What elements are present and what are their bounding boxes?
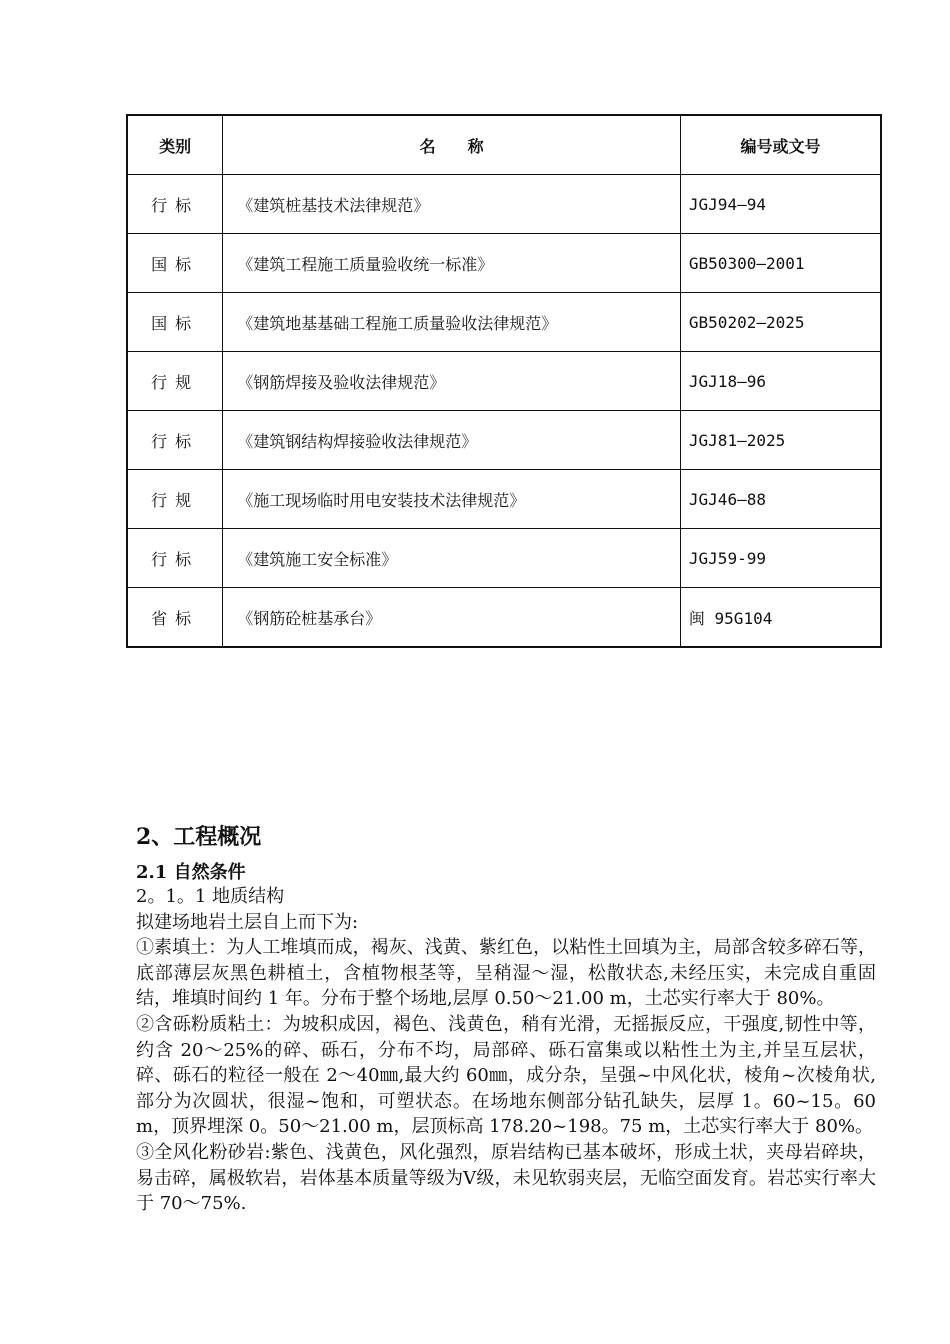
row-code: JGJ94—94 [680,175,881,234]
row-code: 闽 95G104 [680,588,881,648]
paragraph-intro: 拟建场地岩土层自上而下为: [136,911,359,933]
row-code: JGJ18—96 [680,352,881,411]
section-body [136,884,876,1217]
table-row [127,588,881,648]
row-category: 行标 [127,411,223,470]
row-category: 国标 [127,293,223,352]
row-name: 《建筑钢结构焊接验收法律规范》 [223,411,681,470]
row-category: 国标 [127,234,223,293]
table-row [127,175,881,234]
row-name: 《建筑工程施工质量验收统一标准》 [223,234,681,293]
table-row [127,293,881,352]
table-row [127,470,881,529]
table-row [127,234,881,293]
row-name: 《钢筋砼桩基承台》 [223,588,681,648]
row-category: 行规 [127,470,223,529]
row-category: 行标 [127,529,223,588]
row-name: 《建筑桩基技术法律规范》 [223,175,681,234]
row-name: 《建筑地基基础工程施工质量验收法律规范》 [223,293,681,352]
row-category: 省标 [127,588,223,648]
standards-table [126,114,882,648]
row-code: JGJ46—88 [680,470,881,529]
header-category: 类别 [127,115,223,175]
row-name: 《施工现场临时用电安装技术法律规范》 [223,470,681,529]
paragraph-layer-1: ①素填土：为人工堆填而成，褐灰、浅黄、紫红色，以粘性土回填为主，局部含较多碎石等，底部薄层灰黑色耕植土，含植物根茎等，呈稍湿～湿，松散状态,未经压实，未完成自重固结，堆填时间约 1 年。分布于整个场地,层厚 0.50～21.00 m，土芯实行率大于 80%。 [136,937,876,1010]
header-name: 名 称 [223,115,681,175]
row-code: JGJ81—2025 [680,411,881,470]
paragraph-geology-title: 2。1。1 地质结构 [136,886,285,907]
table-header-row [127,115,881,175]
subsection-heading: 2.1 自然条件 [136,862,246,883]
section-heading: 2、工程概况 [136,824,262,850]
table-row [127,411,881,470]
paragraph-layer-2: ②含砾粉质粘土：为坡积成因，褐色、浅黄色，稍有光滑，无摇振反应，干强度,韧性中等，约含 20～25%的碎、砾石，分布不均，局部碎、砾石富集或以粘性土为主,并呈互层状，碎、砾石的粒径一般在 2～40㎜,最大约 60㎜，成分杂，呈强~中风化状，棱角~次棱角状,部分为次圆状，很湿~饱和，可塑状态。在场地东侧部分钻孔缺失，层厚 1。60~15。60 m，顶界埋深 0。50～21.00 m，层顶标高 178.20~198。75 m，土芯实行率大于 80%。 [136,1013,876,1138]
paragraph-layer-3: ③全风化粉砂岩:紫色、浅黄色，风化强烈，原岩结构已基本破坏，形成土状，夹母岩碎块，易击碎，属极软岩，岩体基本质量等级为Ⅴ级，未见软弱夹层，无临空面发育。岩芯实行率大于 70～75%. [136,1141,876,1215]
row-name: 《钢筋焊接及验收法律规范》 [223,352,681,411]
header-code: 编号或文号 [680,115,881,175]
row-category: 行标 [127,175,223,234]
table-row [127,529,881,588]
row-category: 行规 [127,352,223,411]
row-code: JGJ59-99 [680,529,881,588]
table-row [127,352,881,411]
row-name: 《建筑施工安全标准》 [223,529,681,588]
row-code: GB50202—2025 [680,293,881,352]
row-code: GB50300—2001 [680,234,881,293]
